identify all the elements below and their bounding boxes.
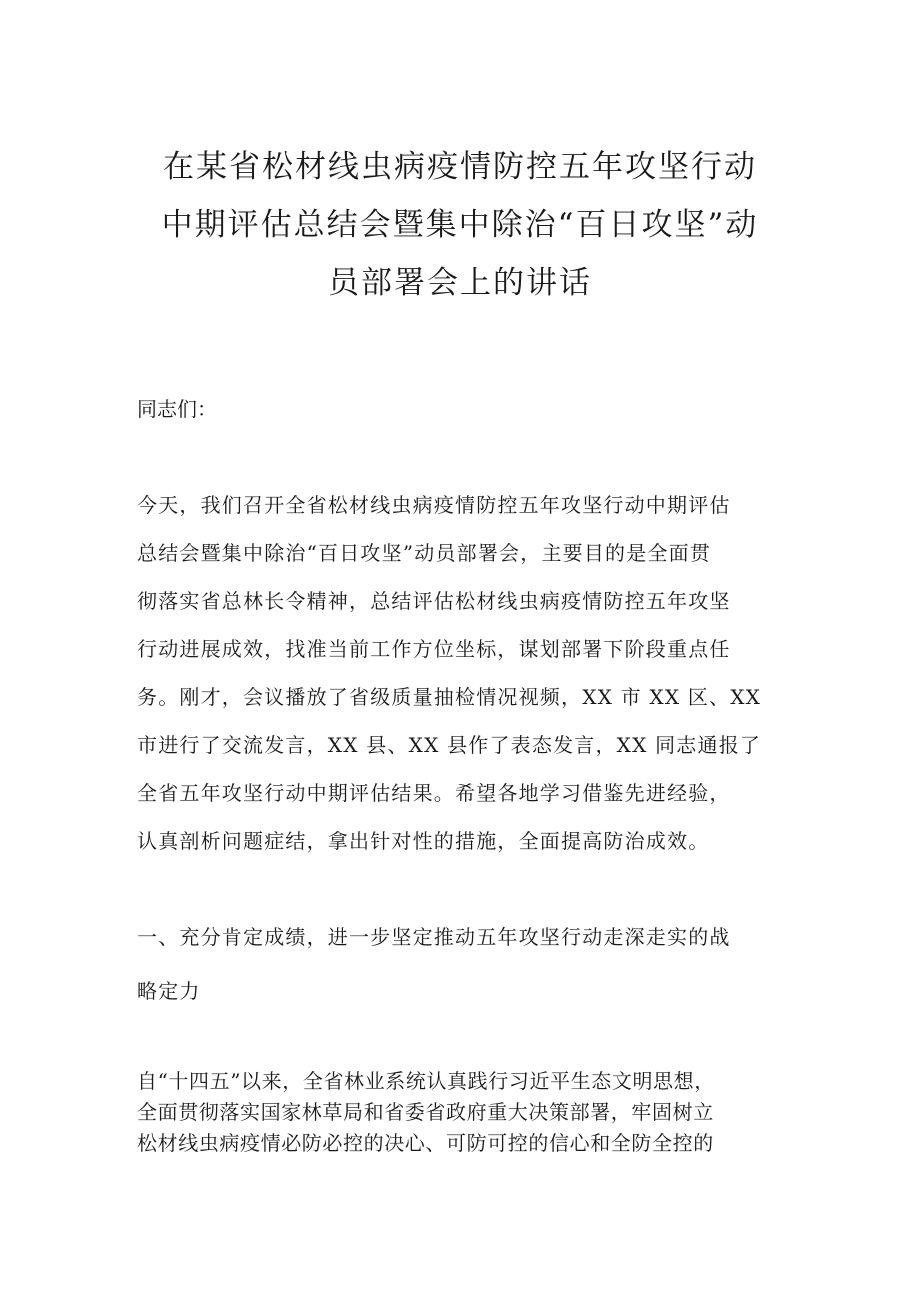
section-1-paragraph <box>137 1066 792 1159</box>
paragraph-line: 全面贯彻落实国家林草局和省委省政府重大决策部署，牢固树立 <box>137 1100 714 1124</box>
paragraph-line: 总结会暨集中除治“百日攻坚”动员部署会，主要目的是全面贯 <box>137 541 712 565</box>
title-line: 中期评估总结会暨集中除治“百日攻坚”动 <box>161 207 759 243</box>
paragraph-line: 全省五年攻坚行动中期评估结果。希望各地学习借鉴先进经验， <box>137 781 731 805</box>
paragraph-line: 松材线虫病疫情必防必控的决心、可防可控的信心和全防全控的 <box>137 1131 714 1155</box>
paragraph-line: 市进行了交流发言，XX 县、XX 县作了表态发言，XX 同志通报了 <box>137 733 762 757</box>
title-line: 在某省松材线虫病疫情防控五年攻坚行动 <box>163 149 757 185</box>
paragraph-line: 彻落实省总林长令精神，总结评估松材线虫病疫情防控五年攻坚 <box>137 589 731 613</box>
salutation: 同志们： <box>137 397 217 421</box>
title-line: 员部署会上的讲话 <box>328 265 592 301</box>
document-title <box>120 138 800 312</box>
paragraph-line: 行动进展成效，找准当前工作方位坐标，谋划部署下阶段重点任 <box>137 637 731 661</box>
section-heading-1 <box>137 910 792 1018</box>
paragraph-line: 务。刚才，会议播放了省级质量抽检情况视频，XX 市 XX 区、XX <box>137 685 762 709</box>
paragraph-line: 自“十四五”以来，全省林业系统认真践行习近平生态文明思想， <box>137 1069 715 1093</box>
paragraph-line: 今天，我们召开全省松材线虫病疫情防控五年攻坚行动中期评估 <box>137 493 731 517</box>
paragraph-line: 认真剖析问题症结，拿出针对性的措施，全面提高防治成效。 <box>137 829 710 853</box>
heading-line: 一、充分肯定成绩，进一步坚定推动五年攻坚行动走深走实的战 <box>137 925 731 949</box>
heading-line: 略定力 <box>137 979 201 1003</box>
opening-paragraph <box>137 481 792 865</box>
